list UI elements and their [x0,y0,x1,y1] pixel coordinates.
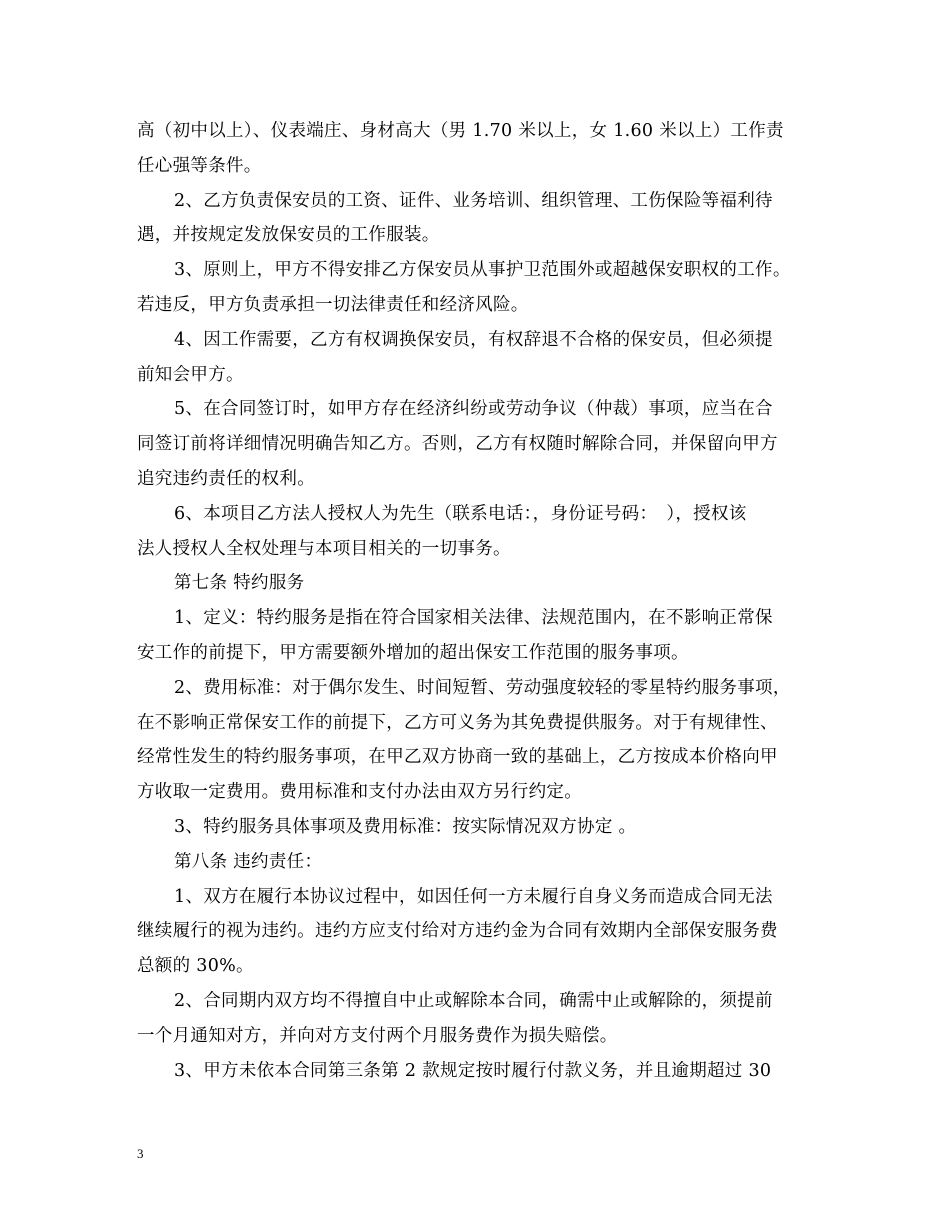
body-line: 一个月通知对方，并向对方支付两个月服务费作为损失赔偿。 [137,1025,618,1046]
body-line: 5、在合同签订时，如甲方存在经济纠纷或劳动争议（仲裁）事项，应当在合 [174,399,773,420]
body-line: 3、甲方未依本合同第三条第 2 款规定按时履行付款义务，并且逾期超过 30 [174,1060,772,1081]
body-line: 1、双方在履行本协议过程中，如因任何一方未履行自身义务而造成合同无法 [174,886,773,907]
body-line: 同签订前将详细情况明确告知乙方。否则，乙方有权随时解除合同，并保留向甲方 [137,434,778,455]
body-line: 4、因工作需要，乙方有权调换保安员，有权辞退不合格的保安员，但必须提 [174,329,773,350]
body-line: 经常性发生的特约服务事项，在甲乙双方协商一致的基础上，乙方按成本价格向甲 [137,747,778,768]
body-line: 2、费用标准：对于偶尔发生、时间短暂、劳动强度较轻的零星特约服务事项， [174,677,791,698]
body-line: 任心强等条件。 [137,155,262,176]
article-heading: 第八条 违约责任： [174,851,323,872]
body-line: 安工作的前提下，甲方需要额外增加的超出保安工作范围的服务事项。 [137,642,689,663]
body-line: 前知会甲方。 [137,364,244,385]
body-line: 1、定义：特约服务是指在符合国家相关法律、法规范围内，在不影响正常保 [174,608,773,629]
body-line: 方收取一定费用。费用标准和支付办法由双方另行约定。 [137,782,582,803]
body-line: 3、原则上，甲方不得安排乙方保安员从事护卫范围外或超越保安职权的工作。 [174,260,791,281]
body-line: 遇，并按规定发放保安员的工作服装。 [137,225,440,246]
page-number: 3 [137,1146,144,1161]
body-line: 在不影响正常保安工作的前提下，乙方可义务为其免费提供服务。对于有规律性、 [137,712,778,733]
body-line: 追究违约责任的权利。 [137,468,315,489]
article-heading: 第七条 特约服务 [174,573,305,594]
body-line: 总额的 30%。 [137,956,254,977]
body-line: 3、特约服务具体事项及费用标准：按实际情况双方协定 。 [174,816,637,837]
body-line: 高（初中以上）、仪表端庄、身材高大（男 1.70 米以上，女 1.60 米以上）工作责 [137,121,784,141]
body-line: 6、本项目乙方法人授权人为先生（联系电话：，身份证号码： ），授权该 [174,503,747,524]
body-line: 若违反，甲方负责承担一切法律责任和经济风险。 [137,294,529,315]
body-line: 2、合同期内双方均不得擅自中止或解除本合同，确需中止或解除的，须提前 [174,990,773,1011]
body-line: 继续履行的视为违约。违约方应支付给对方违约金为合同有效期内全部保安服务费 [137,921,778,942]
body-line: 法人授权人全权处理与本项目相关的一切事务。 [137,538,511,559]
document-body [137,114,817,1088]
body-line: 2、乙方负责保安员的工资、证件、业务培训、组织管理、工伤保险等福利待 [174,190,773,211]
